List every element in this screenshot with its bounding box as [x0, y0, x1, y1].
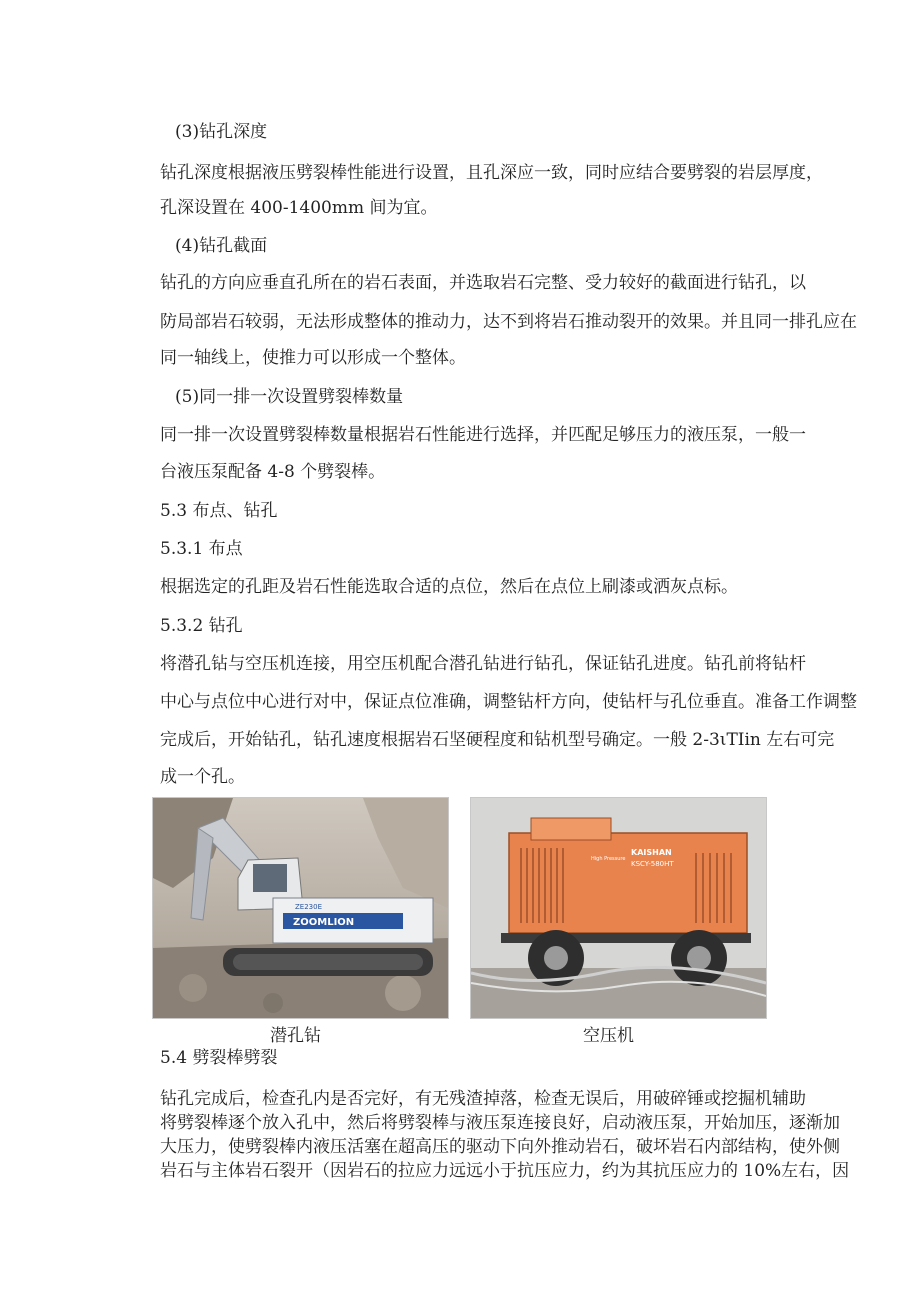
paragraph-line: 中心与点位中心进行对中，保证点位准确，调整钻杆方向，使钻杆与孔位垂直。准备工作调整: [160, 692, 857, 712]
compressor-model-text: KSCY-580HT: [631, 860, 674, 868]
paragraph-line: 钻孔深度根据液压劈裂棒性能进行设置，且孔深应一致，同时应结合要劈裂的岩层厚度，: [160, 163, 823, 183]
section-heading-5-3-1: 5.3.1 布点: [160, 539, 243, 559]
paragraph-line: 成一个孔。: [160, 767, 245, 787]
paragraph-line: 孔深设置在 400-1400mm 间为宜。: [160, 198, 438, 218]
caption-air-compressor: 空压机: [583, 1026, 634, 1046]
compressor-tag-text: High Pressure: [591, 856, 626, 862]
paragraph-line: 同一排一次设置劈裂棒数量根据岩石性能进行选择，并匹配足够压力的液压泵，一般一: [160, 425, 806, 445]
excavator-model-text: ZE230E: [295, 903, 323, 911]
paragraph-line: 钻孔完成后，检查孔内是否完好，有无残渣掉落，检查无误后，用破碎锤或挖掘机辅助: [160, 1089, 806, 1109]
paragraph-line: 完成后，开始钻孔，钻孔速度根据岩石坚硬程度和钻机型号确定。一般 2-3ιTIin 左右可完: [160, 730, 835, 750]
section-heading-5-3: 5.3 布点、钻孔: [160, 501, 278, 521]
paragraph-line: 将劈裂棒逐个放入孔中，然后将劈裂棒与液压泵连接良好，启动液压泵，开始加压，逐渐加: [160, 1113, 840, 1133]
compressor-photo: [470, 797, 767, 1019]
paragraph-line: 根据选定的孔距及岩石性能选取合适的点位，然后在点位上刷漆或洒灰点标。: [160, 577, 738, 597]
heading-drill-depth: (3)钻孔深度: [175, 122, 268, 142]
paragraph-line: 同一轴线上，使推力可以形成一个整体。: [160, 348, 466, 368]
paragraph-line: 钻孔的方向应垂直孔所在的岩石表面，并选取岩石完整、受力较好的截面进行钻孔，以: [160, 273, 806, 293]
heading-drill-section: (4)钻孔截面: [175, 236, 268, 256]
paragraph-line: 大压力，使劈裂棒内液压活塞在超高压的驱动下向外推动岩石，破坏岩石内部结构，使外侧: [160, 1137, 840, 1157]
section-heading-5-4: 5.4 劈裂棒劈裂: [160, 1048, 278, 1068]
paragraph-line: 防局部岩石较弱，无法形成整体的推动力，达不到将岩石推动裂开的效果。并且同一排孔应在: [160, 312, 857, 332]
caption-dth-drill: 潜孔钻: [270, 1026, 321, 1046]
compressor-brand-text: KAISHAN: [631, 848, 672, 857]
excavator-photo: [152, 797, 449, 1019]
heading-splitter-count: (5)同一排一次设置劈裂棒数量: [175, 387, 404, 407]
paragraph-line: 岩石与主体岩石裂开（因岩石的拉应力远远小于抗压应力，约为其抗压应力的 10%左右，因: [160, 1161, 850, 1181]
excavator-brand-text: ZOOMLION: [293, 917, 355, 928]
paragraph-line: 将潜孔钻与空压机连接，用空压机配合潜孔钻进行钻孔，保证钻孔进度。钻孔前将钻杆: [160, 654, 806, 674]
section-heading-5-3-2: 5.3.2 钻孔: [160, 616, 243, 636]
paragraph-line: 台液压泵配备 4-8 个劈裂棒。: [160, 462, 386, 482]
